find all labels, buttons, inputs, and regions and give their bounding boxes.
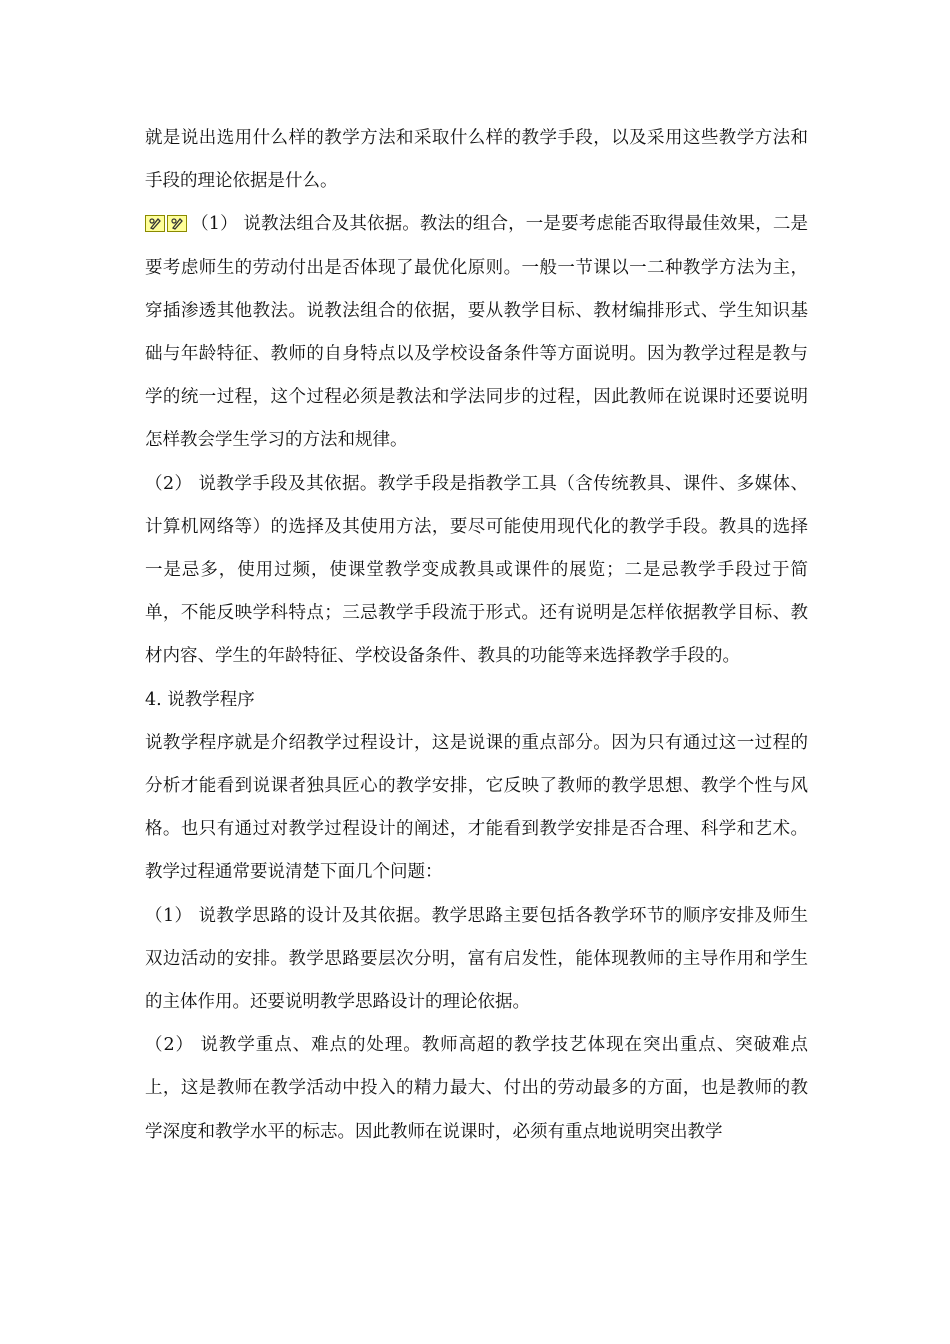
paragraph-3: （2） 说教学手段及其依据。教学手段是指教学工具（含传统教具、课件、多媒体、计算机网络等）的选择及其使用方法，要尽可能使用现代化的教学手段。教具的选择一是忌多，使用过频，使课堂教学变成教具或课件的展览；二是忌教学手段过于简单，不能反映学科特点；三忌教学手段流于形式。还有说明是怎样依据教学目标、教材内容、学生的年龄特征、学校设备条件、教具的功能等来选择教学手段的。 bbox=[145, 473, 808, 667]
paragraph-2 bbox=[145, 203, 808, 462]
section-heading-4: 4. 说教学程序 bbox=[145, 689, 255, 710]
paragraph-1: 就是说出选用什么样的教学方法和采取什么样的教学手段，以及采用这些教学方法和手段的理论依据是什么。 bbox=[145, 128, 808, 192]
paragraph-2-text: （1） 说教法组合及其依据。教法的组合，一是要考虑能否取得最佳效果，二是要考虑师生的劳动付出是否体现了最优化原则。一般一节课以一二种教学方法为主，穿插渗透其他教法。说教法组合的依据，要从教学目标、教材编排形式、学生知识基础与年龄特征、教师的自身特点以及学校设备条件等方面说明。因为教学过程是教与学的统一过程，这个过程必须是教法和学法同步的过程，因此教师在说课时还要说明怎样教会学生学习的方法和规律。 bbox=[145, 214, 808, 451]
comment-anchor-icon[interactable] bbox=[145, 206, 189, 225]
paragraph-7: （2） 说教学重点、难点的处理。教师高超的教学技艺体现在突出重点、突破难点上，这是教师在教学活动中投入的精力最大、付出的劳动最多的方面，也是教师的教学深度和教学水平的标志。因此教师在说课时，必须有重点地说明突出教学 bbox=[145, 1035, 808, 1142]
anchor-box-left bbox=[145, 215, 165, 232]
document-body bbox=[145, 117, 808, 1154]
anchor-box-right bbox=[167, 215, 187, 232]
paragraph-5: 说教学程序就是介绍教学过程设计，这是说课的重点部分。因为只有通过这一过程的分析才能看到说课者独具匠心的教学安排，它反映了教师的教学思想、教学个性与风格。也只有通过对教学过程设计的阐述，才能看到教学安排是否合理、科学和艺术。教学过程通常要说清楚下面几个问题： bbox=[145, 732, 808, 883]
paragraph-6: （1） 说教学思路的设计及其依据。教学思路主要包括各教学环节的顺序安排及师生双边活动的安排。教学思路要层次分明，富有启发性，能体现教师的主导作用和学生的主体作用。还要说明教学思路设计的理论依据。 bbox=[145, 905, 808, 1013]
